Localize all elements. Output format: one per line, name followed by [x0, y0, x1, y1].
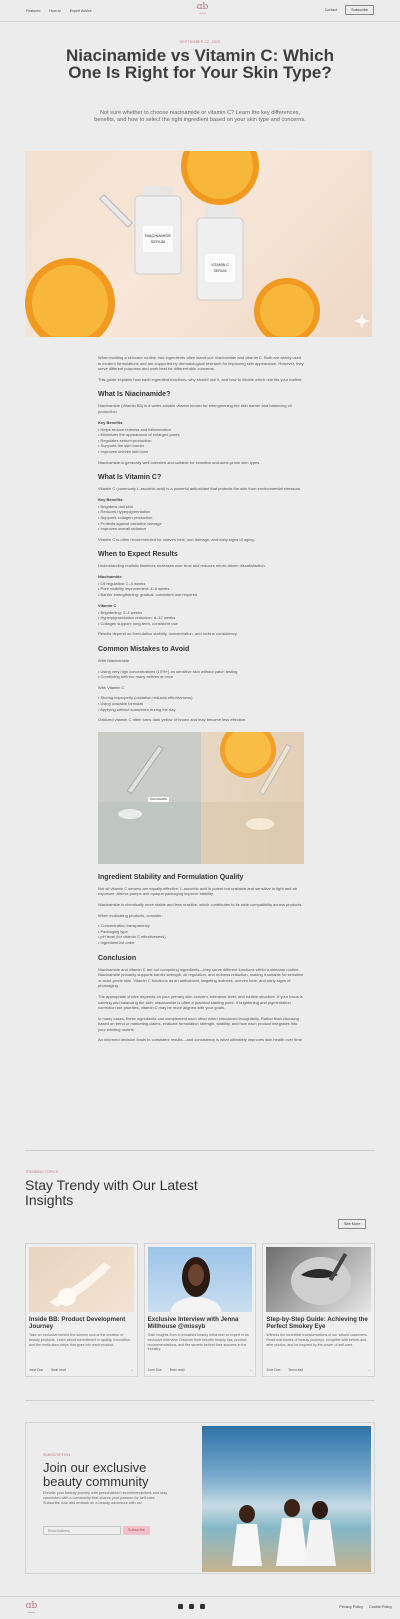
subscription-title: Join our exclusive beauty community	[43, 1460, 149, 1489]
mistakes-niacinamide-list	[98, 669, 304, 680]
list-item: • Helps reduce redness and inflammation	[98, 427, 304, 433]
person2-head	[284, 1499, 300, 1517]
youtube-icon[interactable]	[200, 1604, 205, 1609]
person3-head	[312, 1501, 328, 1519]
article-date: SEPTEMBER 22, 2025	[179, 40, 221, 44]
subscription-box	[25, 1422, 375, 1574]
section-divider	[25, 1150, 375, 1151]
woman-portrait-illustration	[148, 1247, 248, 1312]
card-text: Take an exclusive behind-the-scenes look at the creation of beauty products. Learn about commitment to quality, innovation, and the meticulous steps that goes into each product.	[29, 1333, 131, 1347]
arrow-right-icon[interactable]: →	[130, 1368, 134, 1372]
privacy-policy-link[interactable]: Privacy Policy	[339, 1605, 363, 1609]
person1-head	[239, 1505, 255, 1523]
list-item: • Applying without sunscreen during the day	[98, 707, 304, 713]
results-text: Understanding realistic timelines increases user trust and reduces return-driven dissatisfaction.	[98, 563, 266, 569]
conclusion-p3: In many cases, these ingredients can complement each other when introduced thoughtfully. Rather than choosing based on trend or marketing claims, evaluate formulation strength, stability, and how each product integrates into your existing routine.	[98, 1015, 299, 1032]
logo-mark: ɑb	[25, 1601, 38, 1611]
beach-image	[202, 1426, 371, 1572]
bottle1-cap	[143, 186, 173, 196]
list-item: • Packaging type	[98, 929, 304, 935]
niacinamide-text: Niacinamide (Vitamin B3) is a water-soluble vitamin known for strengthening the skin barrier and balancing oil production.	[98, 403, 292, 414]
conclusion-p4: An informed decision leads to consistent results—and consistency is what ultimately improves skin health over time.	[98, 1037, 303, 1043]
niacinamide-benefits-list	[98, 427, 304, 455]
nav-subscribe-button[interactable]: Subscribe	[345, 5, 374, 15]
list-item: • Concentration transparency	[98, 923, 304, 929]
card-author: Jone Doe	[147, 1368, 162, 1372]
article-body	[98, 355, 304, 1048]
conclusion-p1: Niacinamide and vitamin C are not competing ingredients—they serve different functions within a skincare routine. Niacinamide primarily supports barrier strength, oil regulation, and redness reduction, making it suitable for sensitive or acne-prone skin. Vitamin C functions as an antioxidant, targeting dullness, uneven tone, and early signs of photoaging.	[98, 966, 304, 989]
bottle2-label	[205, 254, 235, 282]
trending-kicker: TRENDING TOPICS	[25, 1170, 59, 1174]
list-item: • Improves uneven skin tone	[98, 449, 304, 455]
list-item: • Regulates sebum production	[98, 438, 304, 444]
subscription-text: Elevate your beauty journey with personalized recommendations and stay connected with a community that shares your passion for self-care. Subscribe now and embark on a beauty adventure with us!	[43, 1491, 168, 1505]
site-logo[interactable]	[196, 3, 209, 18]
mistakes-niacinamide-label: With Niacinamide	[98, 658, 130, 664]
conclusion-p2: The appropriate choice depends on your primary skin concern, tolerance level, and routine structure. If your focus is calming and balancing the skin, niacinamide is often a practical starting point. If brightening and pigmentation correction are priorities, vitamin C may be more aligned with your goals.	[98, 993, 303, 1011]
list-item: • Oil regulation: 2–4 weeks	[98, 581, 304, 587]
trending-card[interactable]	[262, 1243, 375, 1377]
hero-image	[25, 151, 372, 337]
card-title[interactable]: Step-by-Step Guide: Achieving the Perfect Smokey Eye	[266, 1316, 368, 1330]
list-item: • Pore visibility improvement: 4–8 weeks	[98, 586, 304, 592]
card-title[interactable]: Exclusive Interview with Jenna Millhouse @missyb	[147, 1316, 239, 1330]
dropper-left	[127, 746, 163, 794]
card-title[interactable]: Inside BB: Product Development Journey	[29, 1316, 126, 1330]
trending-card[interactable]	[144, 1243, 257, 1377]
person1-dress	[232, 1524, 262, 1566]
bottle2-cap	[205, 206, 235, 218]
section-heading-niacinamide: What Is Niacinamide?	[98, 391, 171, 399]
vitamin-c-benefits-list	[98, 504, 304, 532]
vitamin-c-text: Vitamin C (commonly L-ascorbic acid) is a powerful antioxidant that protects the skin from environmental stressors.	[98, 486, 302, 492]
bottle2-text: VITAMIN C	[211, 263, 229, 267]
list-item: • Barrier strengthening: gradual, consistent use required	[98, 592, 304, 598]
niacinamide-outro: Niacinamide is generally well tolerated and suitable for sensitive and acne-prone skin types.	[98, 459, 261, 465]
serum-drop-left	[118, 809, 142, 819]
results-vitamin-c-label: Vitamin C	[98, 602, 117, 608]
email-input[interactable]: Email Address	[43, 1526, 121, 1535]
subscribe-button[interactable]: Subscribe	[123, 1526, 150, 1535]
list-item: • Ingredient list order	[98, 940, 304, 946]
card-meta	[266, 1368, 371, 1372]
facebook-icon[interactable]	[178, 1604, 183, 1609]
beach-friends-illustration	[202, 1426, 371, 1572]
logo-mark: ɑb	[196, 2, 209, 12]
stability-p2: Niacinamide is chemically more stable and less reactive, which contributes to its wide compatibility across products.	[98, 901, 303, 907]
card-meta	[29, 1368, 134, 1372]
trending-card[interactable]	[25, 1243, 138, 1377]
serum-comparison-image	[98, 732, 304, 864]
list-item: • Supports the skin barrier	[98, 443, 304, 449]
article-subtitle: Not sure whether to choose niacinamide or vitamin C? Learn the key differences, benefits, and how to select the right ingredient based on your skin type and concerns.	[94, 110, 306, 124]
hero-illustration	[25, 151, 372, 337]
list-item: • Protects against oxidative damage	[98, 521, 304, 527]
section-divider	[25, 1400, 375, 1401]
results-outro: Results depend on formulation stability, concentration, and routine consistency.	[98, 631, 238, 637]
vitamin-c-benefits-label: Key Benefits:	[98, 496, 124, 502]
list-item: • Using unstable formulas	[98, 701, 304, 707]
card-text: Witness the incredible transformations of our valued customers. Read real stories of beauty journeys, complete with before-and-after photos, and be inspired by the power of self-care.	[266, 1333, 368, 1347]
glass-plate-left	[98, 802, 201, 864]
logo-text: skin lab	[199, 13, 206, 15]
stability-p3: When evaluating products, consider:	[98, 912, 163, 918]
section-heading-vitamin-c: What Is Vitamin C?	[98, 474, 162, 482]
cream-smear	[49, 1262, 111, 1307]
trending-title: Stay Trendy with Our Latest Insights	[25, 1177, 198, 1208]
bottle2-text2: SERUM	[213, 269, 227, 273]
serum-comparison-illustration	[98, 732, 304, 864]
card-read-time: 5min read	[288, 1368, 304, 1372]
intro-paragraph-2: This guide explains how each ingredient functions, why should use it, and how to decide which one fits your routine.	[98, 376, 303, 382]
mistakes-vitamin-c-list	[98, 695, 304, 712]
list-item: • Brightens dull skin	[98, 504, 304, 510]
list-item: • Hyperpigmentation reduction: 8–12 weeks	[98, 615, 304, 621]
serum-drop-right	[246, 818, 274, 830]
results-niacinamide-list	[98, 581, 304, 598]
card-image-product	[29, 1247, 134, 1312]
list-item: • Using very high concentrations (10%+) on sensitive skin without patch testing	[98, 669, 304, 675]
arrow-right-icon[interactable]: →	[367, 1368, 372, 1372]
see-more-button[interactable]: See More	[338, 1219, 366, 1229]
orange-slice-right-inner	[260, 284, 314, 337]
face	[188, 1264, 204, 1286]
results-vitamin-c-list	[98, 610, 304, 627]
logo-text: skin lab	[28, 1612, 35, 1614]
card-text: Gain insights from a renowned beauty influencer or expert in an exclusive interview. Discover their favorite beauty tips, product recommendations, and the secrets behind their success in the industry.	[147, 1333, 249, 1352]
vitamin-c-outro: Vitamin C is often recommended for uneven tone, sun damage, and early signs of aging.	[98, 536, 255, 542]
card-read-time: 5min read	[169, 1368, 185, 1372]
subscription-kicker: SUBSCRIPTION	[43, 1453, 70, 1457]
person3-dress	[304, 1520, 336, 1566]
card-meta	[148, 1368, 253, 1372]
card-author: Jone Doe	[29, 1368, 44, 1372]
niacinamide-benefits-label: Key Benefits:	[98, 419, 124, 425]
list-item: • pH level (for vitamin C effectiveness)	[98, 934, 304, 940]
eye-makeup-illustration	[266, 1247, 366, 1312]
face-closeup	[291, 1257, 351, 1305]
mistakes-outro: Oxidized vitamin C often turns dark yellow or brown and may become less effective.	[98, 717, 247, 723]
list-item: • Reduces hyperpigmentation	[98, 509, 304, 515]
section-heading-mistakes: Common Mistakes to Avoid	[98, 646, 190, 654]
nav-link-featured[interactable]: Featured	[26, 8, 41, 13]
results-niacinamide-label: Niacinamide	[98, 573, 122, 579]
niacinamide-tag: NIACINAMIDE	[150, 797, 168, 801]
list-item: • Brightening: 2–4 weeks	[98, 610, 304, 616]
glass-plate-right	[201, 802, 304, 864]
arrow-right-icon[interactable]: →	[249, 1368, 253, 1372]
white-top	[170, 1297, 222, 1312]
list-item: • Minimizes the appearance of enlarged pores	[98, 432, 304, 438]
cream-drop	[58, 1288, 76, 1306]
top-navbar	[0, 0, 400, 22]
instagram-icon[interactable]	[189, 1604, 194, 1609]
list-item: • Storing improperly (oxidation reduces effectiveness)	[98, 695, 304, 701]
card-image-interview	[148, 1247, 253, 1312]
list-item: • Improves overall radiance	[98, 526, 304, 532]
mistakes-vitamin-c-label: With Vitamin C	[98, 684, 125, 690]
section-heading-stability: Ingredient Stability and Formulation Quality	[98, 873, 244, 881]
social-links	[178, 1604, 205, 1609]
stability-p1: Not all vitamin C serums are equally effective. L-ascorbic acid is potent but unstable and sensitive to light and air exposure. Airless pumps and opaque packaging improve stability.	[98, 885, 297, 897]
subscription-form	[43, 1526, 150, 1535]
section-heading-results: When to Expect Results	[98, 551, 178, 559]
bottle1-text2: SERUM	[150, 239, 166, 244]
list-item: • Collagen support: long-term, consistent use	[98, 621, 304, 627]
card-read-time: 5min read	[51, 1368, 66, 1372]
bottle1-text: NIACINAMIDE	[144, 233, 172, 238]
nav-link-expert-advice[interactable]: Expert Advice	[69, 8, 92, 13]
list-item: • Combining with too many actives at once	[98, 674, 304, 680]
card-author: Jone Doe	[266, 1368, 281, 1372]
article-title: Niacinamide vs Vitamin C: Which One Is Right for Your Skin Type?	[66, 46, 334, 82]
nav-link-how-to[interactable]: How-to	[49, 8, 61, 13]
trending-cards	[25, 1243, 375, 1377]
cream-smear-illustration	[29, 1247, 129, 1312]
sparkle-icon	[354, 313, 370, 329]
cookie-policy-link[interactable]: Cookie Policy	[368, 1605, 392, 1609]
footer-links	[339, 1605, 392, 1609]
footer	[0, 1596, 400, 1619]
nav-contact-link[interactable]: Contact	[324, 8, 338, 12]
intro-paragraph-1: When building a skincare routine, two ingredients often stand out: niacinamide and vitamin C. Both are widely used in modern formulations and are supported by dermatological research for improving skin appearance. However, they serve different purposes and work best for different skin concerns.	[98, 355, 304, 372]
nav-links	[26, 9, 92, 13]
person2-dress	[276, 1518, 308, 1566]
stability-list	[98, 923, 304, 945]
dropper	[100, 195, 133, 228]
list-item: • Supports collagen production	[98, 515, 304, 521]
footer-logo[interactable]	[25, 1602, 38, 1617]
card-image-makeup	[266, 1247, 371, 1312]
section-heading-conclusion: Conclusion	[98, 954, 137, 962]
